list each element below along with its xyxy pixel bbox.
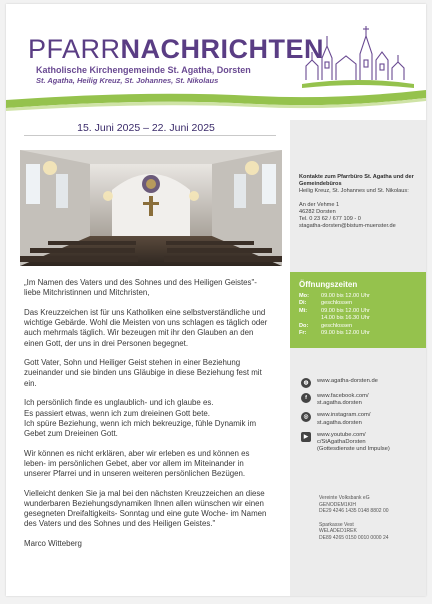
office-hours-list bbox=[299, 293, 423, 337]
church-interior-photo bbox=[20, 150, 282, 266]
youtube-link[interactable]: ▶ www.youtube.com/ c/StAgathaDorsten (Gottesdienste und Impulse) bbox=[301, 432, 425, 454]
youtube-icon: ▶ bbox=[301, 432, 311, 442]
contact-street: An der Vehme 1 bbox=[299, 201, 340, 208]
website-link[interactable]: ◍ www.agatha-dorsten.de bbox=[301, 378, 425, 388]
contact-heading: Kontakte zum Pfarrbüro St. Agatha und der Gemeindebüros bbox=[299, 174, 414, 188]
header-swoosh bbox=[6, 82, 426, 116]
office-hours-row: 14.00 bis 16.30 Uhr bbox=[321, 315, 370, 322]
office-hours-title: Öffnungszeiten bbox=[299, 280, 358, 289]
article-paragraph: Das Kreuzzeichen ist für uns Katholiken eine selbstverständliche und wichtige Gebärde. Wohl die Meisten von uns schlagen es täglich oder auch mehrmals täglich. Wir bezeugen mit ihr den Glauben an den einen Gott, der uns in drei Personen begegnet. bbox=[24, 307, 268, 348]
contact-churches: Heilig Kreuz, St. Johannes und St. Nikolaus: bbox=[299, 188, 409, 195]
divider bbox=[24, 135, 276, 136]
facebook-icon: f bbox=[301, 393, 311, 403]
office-hours-box bbox=[290, 272, 426, 348]
social-links bbox=[301, 378, 425, 458]
contact-city: 46282 Dorsten bbox=[299, 208, 336, 215]
article-paragraph: „Im Namen des Vaters und des Sohnes und des Heiligen Geistes"- liebe Mitchristinnen und Mitchristen, bbox=[24, 278, 257, 298]
office-hours-row: Fr: 09.00 bis 12.00 Uhr bbox=[299, 330, 370, 337]
bank-account: Sparkasse Vest WELADED1REK DE89 4265 0150 0010 0000 24 bbox=[319, 521, 389, 541]
author-signature: Marco Witteberg bbox=[24, 539, 82, 549]
article-paragraph: Gott Vater, Sohn und Heiliger Geist stehen in einer Beziehung zueinander und sie binden uns Gläubige in diese Beziehung fest mit ein. bbox=[24, 358, 262, 388]
bank-details bbox=[319, 495, 423, 549]
instagram-link[interactable]: ◎ www.instagram.com/ st.agatha.dorsten bbox=[301, 412, 425, 426]
contact-email[interactable]: stagatha-dorsten@bistum-muenster.de bbox=[299, 223, 396, 230]
office-hours-row: Mo: 09.00 bis 12.00 Uhr bbox=[299, 293, 370, 299]
office-hours-row: Do: geschlossen bbox=[299, 322, 353, 329]
globe-icon: ◍ bbox=[301, 378, 311, 388]
office-hours-row: Di: geschlossen bbox=[299, 300, 353, 307]
contact-phone: Tel. 0 23 62 / 677 109 - 0 bbox=[299, 216, 361, 223]
newsletter-page bbox=[6, 4, 426, 596]
article-paragraph: Ich persönlich finde es unglaublich- und ich glaube es. Es passiert etwas, wenn ich zum dreieinen Gott bete. Ich spüre Beziehung, wenn ich mich bekreuzige, fühle Dynamik im Gebet zum Dreieinen Gott. bbox=[24, 398, 257, 438]
article-body bbox=[24, 278, 284, 549]
parish-name: Katholische Kirchengemeinde St. Agatha, Dorsten bbox=[36, 65, 251, 75]
masthead bbox=[6, 4, 426, 116]
article-paragraph: Wir können es nicht erklären, aber wir erleben es und können es leben- im persönlichen Gebet, aber vor allem im Miteinander in unserer Pfarrei und in unseren weiteren persönlichen Bezügen. bbox=[24, 448, 250, 479]
church-list: St. Agatha, Heilig Kreuz, St. Johannes, St. Nikolaus bbox=[36, 76, 219, 85]
bank-account: Vereinte Volksbank eG GENODEM1KIH DE29 4246 1435 0148 8802 00 bbox=[319, 495, 389, 515]
facebook-link[interactable]: f www.facebook.com/ st.agatha.dorsten bbox=[301, 393, 425, 407]
newsletter-title: PFARRNACHRICHTEN bbox=[28, 34, 325, 64]
instagram-icon: ◎ bbox=[301, 412, 311, 422]
week-date-range: 15. Juni 2025 – 22. Juni 2025 bbox=[77, 122, 215, 134]
article-paragraph: Vielleicht denken Sie ja mal bei den nächsten Kreuzzeichen an diese wunderbaren Beziehungsdynamiken Ihnen allen wünschen wir einen gesegneten Dreifaltigkeits- Sonntag und eine gute Woche- im Namen des Vaters und des Sohnes und des Heiligen Geistes." bbox=[24, 488, 267, 529]
contact-block bbox=[299, 174, 423, 230]
office-hours-row: Mi: 09.00 bis 12.00 Uhr bbox=[299, 307, 370, 314]
